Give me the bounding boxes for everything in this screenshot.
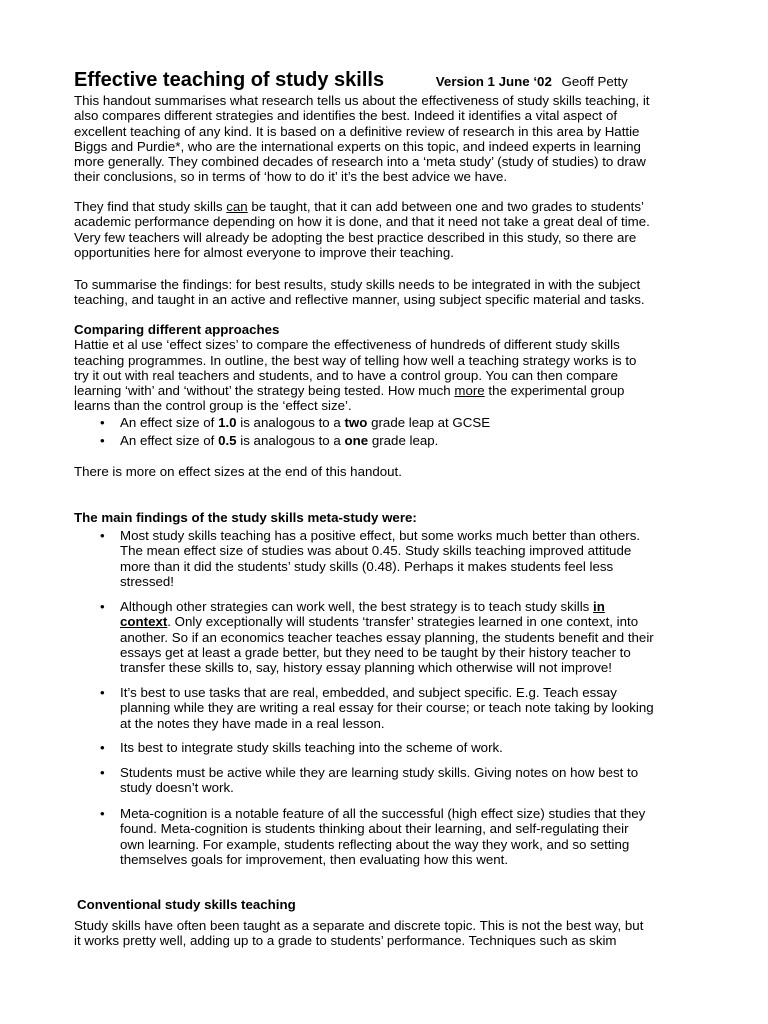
text-line: transfer these skills to, say, history essay planning which otherwise will not improve!: [120, 660, 612, 676]
text-line: their conclusions, so in terms of ‘how to do it’ it’s the best advice we have.: [74, 169, 508, 185]
summary-paragraph: [74, 277, 704, 308]
text-line: There is more on effect sizes at the end of this handout.: [74, 464, 402, 479]
text-line: study doesn’t work.: [120, 780, 234, 796]
text-line: It’s best to use tasks that are real, embedded, and subject specific. E.g. Teach essay: [120, 685, 617, 700]
text-line: To summarise the findings: for best results, study skills needs to be integrated in with the subject: [74, 277, 641, 292]
text-line: planning while they are writing a real essay for their course; or teach note taking by looking: [120, 700, 654, 716]
text-line: found. Meta-cognition is students thinking about their learning, and self-regulating their: [120, 821, 629, 837]
text-line: try it out with real teachers and students, and to have a control group. You can then compare: [74, 367, 619, 383]
bullet-icon: •: [100, 528, 105, 543]
bullet-icon: •: [100, 685, 105, 700]
text-span: the experimental group: [484, 383, 625, 399]
text-line: Its best to integrate study skills teaching into the scheme of work.: [120, 740, 503, 755]
text-line: stressed!: [120, 573, 174, 589]
text-line: excellent teaching of any kind. It is based on a definitive review of research in this area by Hattie: [74, 123, 640, 139]
list-item-text: An effect size of 1.0 is analogous to a two grade leap at GCSE: [120, 415, 491, 430]
bullet-icon: •: [100, 740, 105, 755]
text-line: Hattie et al use ‘effect sizes’ to compare the effectiveness of hundreds of different study skills: [74, 337, 620, 353]
text-line: This handout summarises what research tells us about the effectiveness of study skills teaching, it: [74, 93, 650, 108]
list-item-text: [120, 685, 710, 731]
text-line: teaching programmes. In outline, the best way of telling how well a teaching strategy works is to: [74, 352, 637, 368]
section-heading: Conventional study skills teaching: [77, 897, 296, 912]
text-line: The mean effect size of studies was about 0.45. Study skills teaching improved attitude: [120, 543, 632, 559]
text-span: They find that study skills: [74, 199, 227, 214]
conventional-section: [77, 897, 707, 912]
text-line: Although other strategies can work well, the best strategy is to teach study skills in: [120, 599, 605, 614]
list-item-text: [120, 599, 710, 675]
bullet-icon: •: [100, 765, 105, 780]
text-line: Students must be active while they are learning study skills. Giving notes on how best to: [120, 765, 639, 780]
underlined-word: can: [226, 199, 248, 214]
text-span: be taught, that it can add between one and two grades to students’: [247, 199, 644, 214]
page-title: Effective teaching of study skills: [74, 69, 385, 91]
text-line: more than it did the students’ study skills (0.48). Perhaps it makes students feel less: [120, 558, 614, 574]
text-line: [74, 383, 704, 398]
list-item-text: An effect size of 0.5 is analogous to a one grade leap.: [120, 433, 439, 448]
list-item-text: [120, 528, 710, 589]
text-line: [74, 199, 704, 214]
findings-section: [74, 510, 704, 525]
title-row: [74, 68, 628, 92]
section-heading: Comparing different approaches: [74, 322, 280, 337]
list-item-text: [120, 806, 710, 867]
text-line: Very few teachers will already be adopting the best practice described in this study, so there are: [74, 229, 637, 245]
text-line: learns than the control group is the ‘effect size’.: [74, 398, 352, 414]
text-line: own learning. For example, students reflecting about the way they work, and so setting: [120, 836, 630, 852]
text-line: essays get at least a grade better, but they need to be taught by their history teacher to: [120, 644, 631, 660]
text-line: academic performance depending on how it is done, and that it need not take a great deal of time.: [74, 214, 650, 230]
comparing-section: [74, 322, 704, 414]
text-line: another. So if an economics teacher teaches essay planning, the students benefit and their: [120, 629, 654, 645]
bullet-icon: •: [100, 599, 105, 614]
text-line: Biggs and Purdie*, who are the international experts on this topic, and indeed experts in learning: [74, 138, 641, 154]
version-label: Version 1 June ‘02: [435, 74, 552, 89]
text-line: Meta-cognition is a notable feature of all the successful (high effect size) studies that they: [120, 806, 646, 821]
text-line: more generally. They combined decades of research into a ‘meta study’ (study of studies) to draw: [74, 154, 646, 170]
bullet-icon: •: [100, 433, 105, 448]
text-line: context. Only exceptionally will students ‘transfer’ strategies learned in one context, into: [120, 614, 639, 630]
conventional-paragraph: [74, 918, 704, 949]
author-name: Geoff Petty: [561, 74, 628, 89]
emphasis-text: in: [593, 599, 605, 614]
section-heading: The main findings of the study skills meta-study were:: [74, 510, 417, 525]
emphasis-text: context: [120, 614, 168, 630]
findings-summary-paragraph: [74, 199, 704, 260]
text-line: also compares different strategies and identifies the best. Indeed it identifies a vital aspect of: [74, 108, 618, 124]
text-line: opportunities here for almost everyone to improve their teaching.: [74, 244, 454, 260]
text-line: Most study skills teaching has a positive effect, but some works much better than others.: [120, 528, 641, 543]
intro-paragraph: [74, 93, 704, 185]
text-line: teaching, and taught in an active and reflective manner, using subject specific material and tasks.: [74, 292, 645, 308]
list-item-text: [120, 740, 710, 755]
effect-size-note: [74, 464, 704, 479]
text-line: Study skills have often been taught as a separate and discrete topic. This is not the best way, but: [74, 918, 644, 933]
text-span: learning ‘with’ and ‘without’ the strategy being tested. How much: [74, 383, 455, 399]
text-line: it works pretty well, adding up to a grade to students’ performance. Techniques such as skim: [74, 933, 617, 949]
bullet-icon: •: [100, 806, 105, 821]
underlined-word: more: [454, 383, 485, 399]
bullet-icon: •: [100, 415, 105, 430]
text-line: themselves goals for improvement, then evaluating how this went.: [120, 851, 509, 867]
list-item-text: [120, 765, 710, 796]
text-line: at the notes they have made in a real lesson.: [120, 715, 385, 731]
